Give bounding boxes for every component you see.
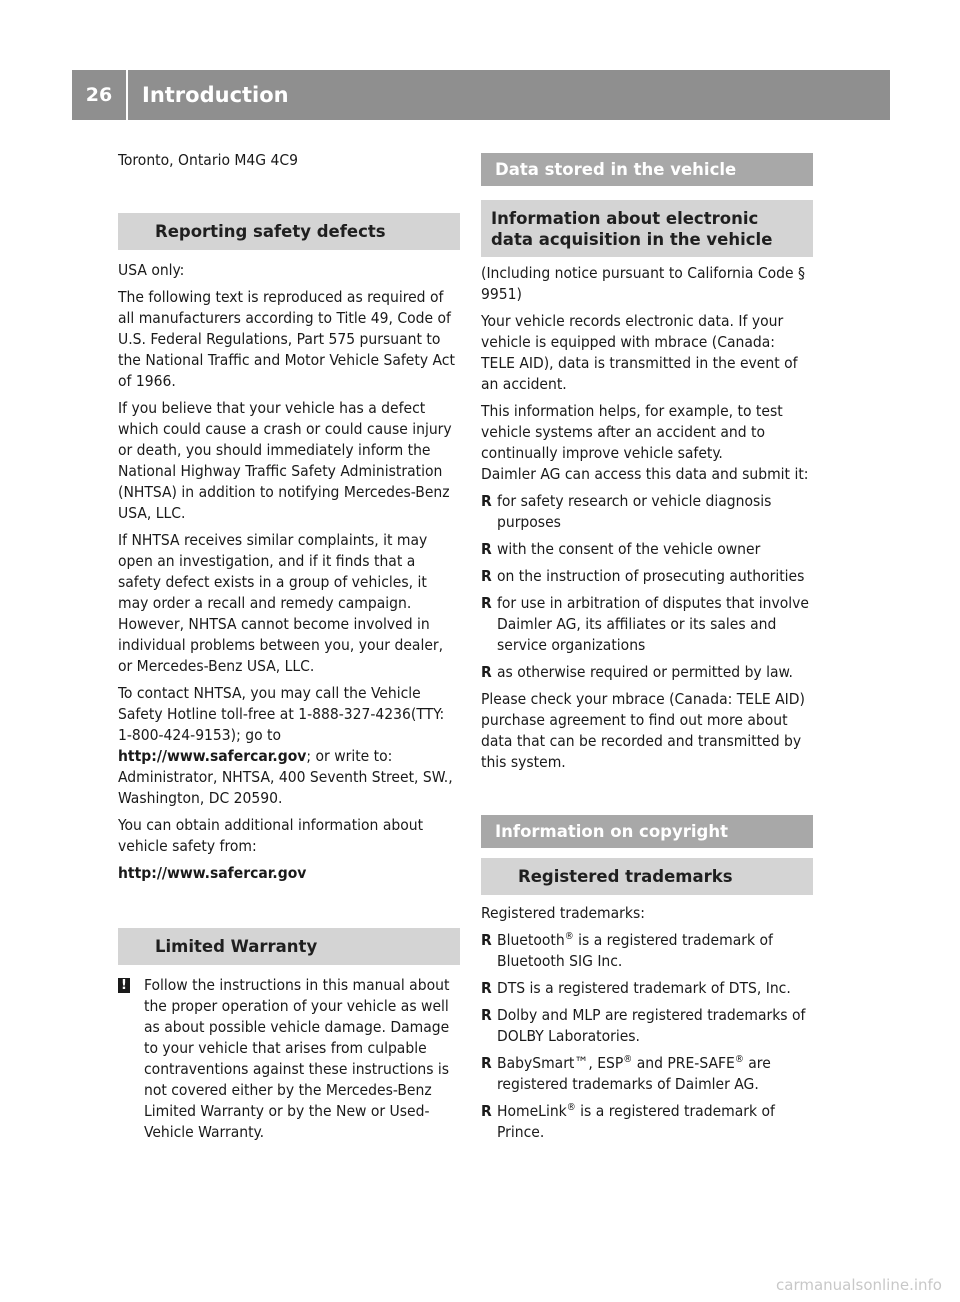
contact-text-post: ; or write to: Administrator, NHTSA, 400 Seventh Street, SW., Washington, DC 20590. xyxy=(118,747,453,807)
bullet-icon: R xyxy=(481,1054,492,1072)
list-item: R with the consent of the vehicle owner xyxy=(481,540,761,558)
page-number: 26 xyxy=(72,70,128,120)
bullet-icon: R xyxy=(481,979,492,997)
bullet-icon: R xyxy=(481,1006,492,1024)
left-column xyxy=(118,150,460,1143)
list-item: R for use in arbitration of disputes that involve Daimler AG, its affiliates or its sales and service organizations xyxy=(481,594,809,654)
subsection-registered-trademarks: Registered trademarks xyxy=(481,858,813,895)
contact-text-pre: To contact NHTSA, you may call the Vehicle Safety Hotline toll-free at 1-888-327-4236(TTY: 1-800-424-9153); go to xyxy=(118,684,445,744)
section-limited-warranty: Limited Warranty xyxy=(118,928,460,965)
reporting-paragraph-3: If NHTSA receives similar complaints, it may open an investigation, and if it finds that a safety defect exists in a group of vehicles, it may order a recall and remedy campaign. However, NHTSA cannot become involved in individual problems between you, your dealer, or Mercedes-Benz USA, LLC. xyxy=(118,531,444,675)
list-item: R for safety research or vehicle diagnosis purposes xyxy=(481,492,772,531)
trademarks-intro: Registered trademarks: xyxy=(481,904,645,922)
warning-note xyxy=(118,975,460,1143)
warning-text: Follow the instructions in this manual about the proper operation of your vehicle as well as about possible vehicle damage. Damage to your vehicle that arises from culpable contraventions against these instructions is not covered either by the Mercedes-Benz Limited Warranty or by the New or Used-Vehicle Warranty. xyxy=(144,976,450,1141)
list-item: R Bluetooth® is a registered trademark of Bluetooth SIG Inc. xyxy=(481,930,773,970)
reporting-paragraph-1: The following text is reproduced as required of all manufacturers according to Title 49, Code of U.S. Federal Regulations, Part 575 pursuant to the National Traffic and Motor Vehicle Safety Act of 1966. xyxy=(118,288,455,390)
subsection-electronic-data: Information about electronic data acquisition in the vehicle xyxy=(481,200,813,257)
section-reporting-safety-defects: Reporting safety defects xyxy=(118,213,460,250)
bullet-icon: R xyxy=(481,540,492,558)
data-paragraph-3: This information helps, for example, to test vehicle systems after an accident and to continually improve vehicle safety. xyxy=(481,402,783,462)
reporting-paragraph-4 xyxy=(118,683,460,809)
trademarks-list xyxy=(481,930,813,1143)
data-paragraph-4: Daimler AG can access this data and submit it: xyxy=(481,465,809,483)
bullet-icon: R xyxy=(481,492,492,510)
bullet-icon: R xyxy=(481,1102,492,1120)
list-item: R on the instruction of prosecuting authorities xyxy=(481,567,805,585)
list-item: R BabySmart™, ESP® and PRE-SAFE® are registered trademarks of Daimler AG. xyxy=(481,1053,771,1093)
data-paragraph-2: Your vehicle records electronic data. If your vehicle is equipped with mbrace (Canada: TELE AID), data is transmitted in the event of an accident. xyxy=(481,312,798,393)
address-line: Toronto, Ontario M4G 4C9 xyxy=(118,151,299,169)
page-header xyxy=(72,70,890,120)
reporting-paragraph-2: If you believe that your vehicle has a defect which could cause a crash or could cause injury or death, you should immediately inform the National Highway Traffic Safety Administration (NHTSA) in addition to notifying Mercedes-Benz USA, LLC. xyxy=(118,399,452,522)
list-item: R Dolby and MLP are registered trademarks of DOLBY Laboratories. xyxy=(481,1006,806,1045)
data-paragraph-5: Please check your mbrace (Canada: TELE AID) purchase agreement to find out more about data that can be recorded and transmitted by this system. xyxy=(481,690,805,771)
section-copyright: Information on copyright xyxy=(481,815,813,848)
bullet-icon: R xyxy=(481,594,492,612)
right-column xyxy=(481,153,813,1149)
warning-icon: ! xyxy=(118,978,130,993)
list-item: R DTS is a registered trademark of DTS, Inc. xyxy=(481,979,791,997)
safercar-link[interactable]: http://www.safercar.gov xyxy=(118,747,307,765)
bullet-icon: R xyxy=(481,663,492,681)
watermark: carmanualsonline.info xyxy=(776,1276,942,1294)
chapter-title: Introduction xyxy=(142,83,289,107)
list-item: R HomeLink® is a registered trademark of Prince. xyxy=(481,1101,775,1141)
data-use-list xyxy=(481,491,813,683)
list-item: R as otherwise required or permitted by law. xyxy=(481,663,793,681)
safercar-link-standalone[interactable]: http://www.safercar.gov xyxy=(118,864,307,882)
bullet-icon: R xyxy=(481,931,492,949)
bullet-icon: R xyxy=(481,567,492,585)
section-data-stored: Data stored in the vehicle xyxy=(481,153,813,186)
usa-only-label: USA only: xyxy=(118,261,185,279)
reporting-paragraph-5: You can obtain additional information about vehicle safety from: xyxy=(118,816,424,855)
data-paragraph-1: (Including notice pursuant to California Code § 9951) xyxy=(481,264,805,303)
